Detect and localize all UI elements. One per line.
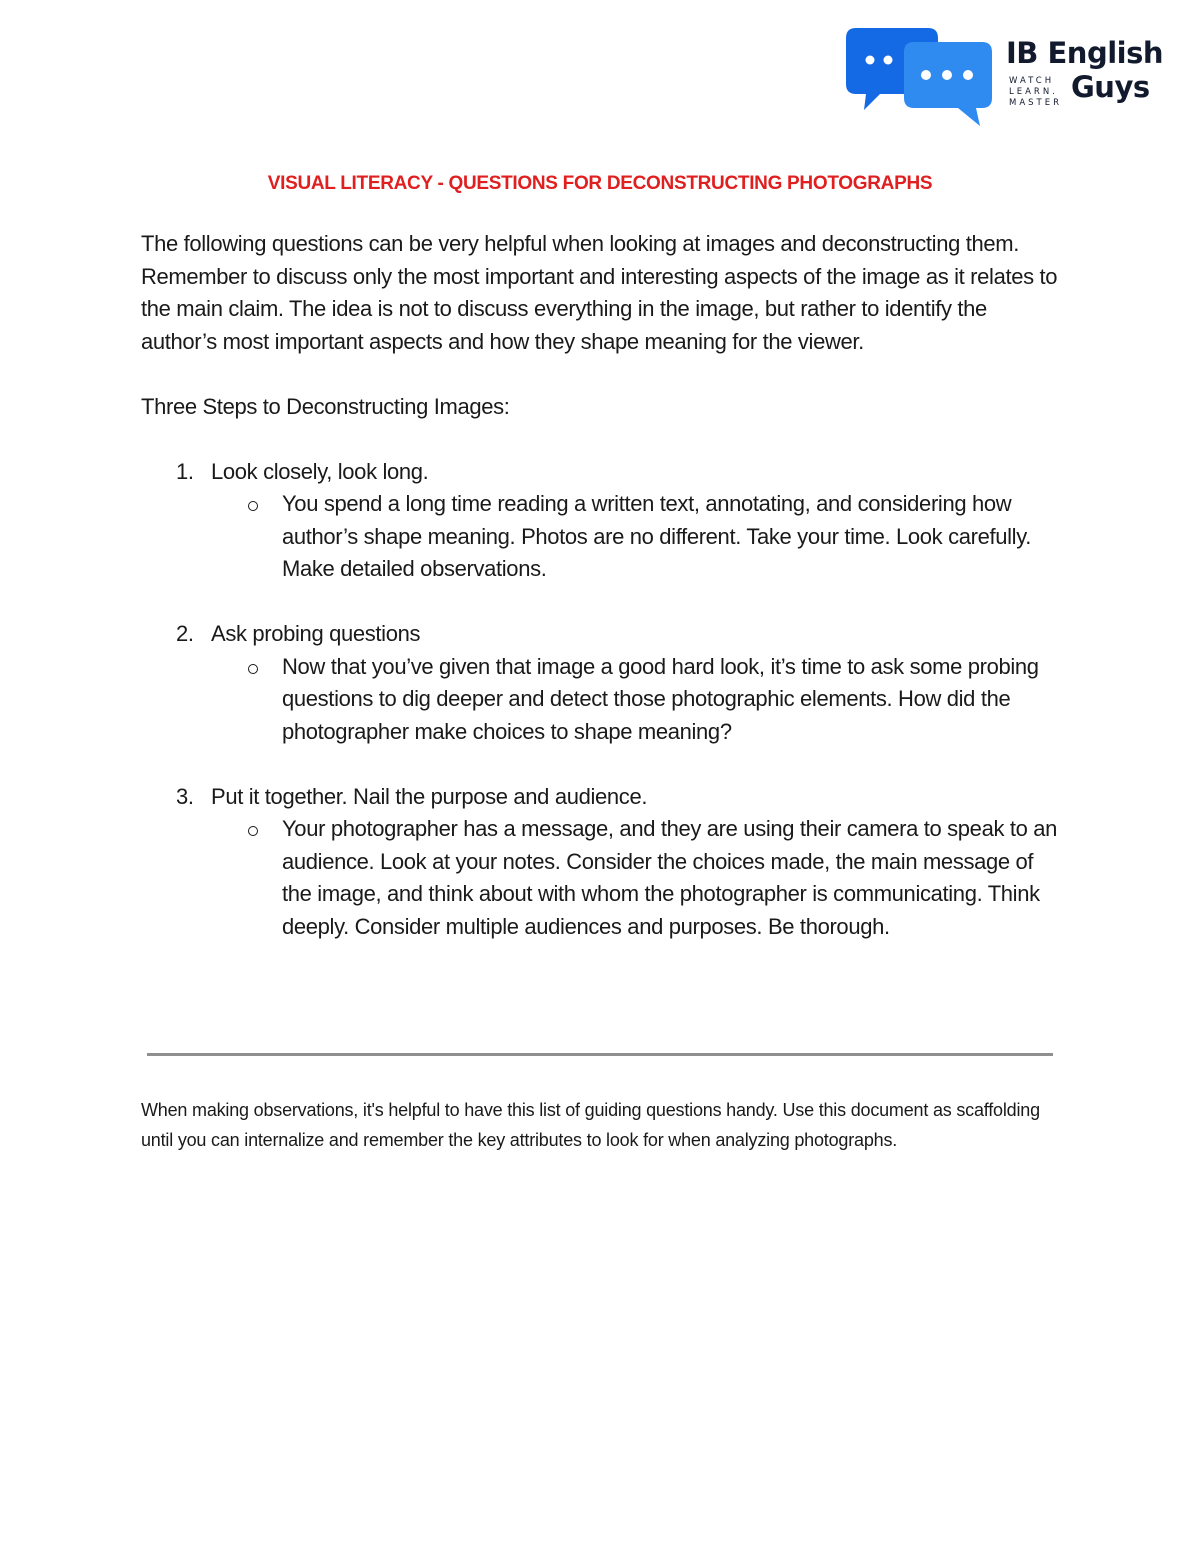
step-item <box>141 618 1061 748</box>
brand-name-line1: IB English <box>1006 36 1163 70</box>
step-number: 3. <box>176 783 194 809</box>
steps-list <box>141 456 1061 944</box>
chat-bubbles-icon <box>846 26 996 130</box>
step-detail-text: Your photographer has a message, and they are using their camera to speak to an audience. Look at your notes. Consider the choices made, the main message of the image, and think about with whom the photographer is communicating. Think deeply. Consider multiple audiences and purposes. Be thorough. <box>282 816 1058 939</box>
intro-paragraph: The following questions can be very helpful when looking at images and deconstructing them. Remember to discuss only the most important and interesting aspects of the image as it relates to the main claim. The idea is not to discuss everything in the image, but rather to identify the author’s most important aspects and how they shape meaning for the viewer. <box>141 231 1058 354</box>
hollow-bullet-icon <box>248 826 258 836</box>
step-detail-item <box>211 488 1061 586</box>
step-details <box>211 813 1061 943</box>
horizontal-divider <box>147 1053 1053 1056</box>
hollow-bullet-icon <box>248 501 258 511</box>
step-title: Put it together. Nail the purpose and audience. <box>211 783 648 809</box>
brand-logo <box>846 26 1163 130</box>
step-details <box>211 651 1061 749</box>
steps-heading: Three Steps to Deconstructing Images: <box>141 393 510 419</box>
step-number: 2. <box>176 621 194 646</box>
brand-name-line2: Guys <box>1071 70 1150 104</box>
front-bubble <box>904 42 992 126</box>
document-title: VISUAL LITERACY - QUESTIONS FOR DECONSTRUCTING PHOTOGRAPHS <box>267 173 933 194</box>
step-title: Ask probing questions <box>211 621 421 646</box>
step-title: Look closely, look long. <box>211 458 429 484</box>
brand-tagline: WATCH LEARN. MASTER <box>1009 76 1063 108</box>
document-body <box>141 228 1061 976</box>
step-detail-item <box>211 813 1061 943</box>
observation-note: When making observations, it's helpful to have this list of guiding questions handy. Use this document as scaffolding until you can internalize and remember the key attributes to look for when analyzing photographs. <box>141 1100 1040 1150</box>
step-detail-text: You spend a long time reading a written text, annotating, and considering how author’s shape meaning. Photos are no different. Take your time. Look carefully. Make detailed observations. <box>282 491 1031 581</box>
step-details <box>211 488 1061 586</box>
step-detail-item <box>211 651 1061 749</box>
step-item <box>141 456 1061 586</box>
step-number: 1. <box>176 458 194 484</box>
step-item <box>141 781 1061 944</box>
hollow-bullet-icon <box>248 664 258 674</box>
step-detail-text: Now that you’ve given that image a good hard look, it’s time to ask some probing questions to dig deeper and detect those photographic elements. How did the photographer make choices to shape meaning? <box>282 653 1039 744</box>
